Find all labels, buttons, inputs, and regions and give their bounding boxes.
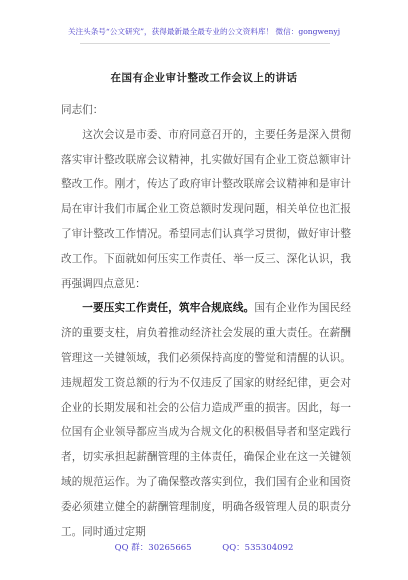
section-1-heading: 一要压实工作责任，筑牢合规底线。: [82, 302, 255, 315]
paragraph-section-1: [61, 296, 351, 544]
document-body: [61, 98, 351, 544]
header-divider: [80, 43, 330, 44]
footer: [0, 541, 408, 553]
paragraph-intro: 这次会议是市委、市府同意召开的，主要任务是深入贯彻落实审计整改联席会议精神，扎实做好国有企业工资总额审计整改工作。刚才，传达了政府审计整改联席会议精神和是审计局在审计我们市属企业工资总额时发现问题，相关单位也汇报了审计整改工作情况。希望同志们认真学习贯彻，做好审计整改工作。下面就如何压实工作责任、举一反三、深化认识，我再强调四点意见：: [61, 128, 351, 290]
header-banner: 关注头条号“公文研究”，获得最新最全最专业的公文资料库！ 微信：gongwenyj: [67, 27, 341, 36]
section-1-body: 国有企业作为国民经济的重要支柱，肩负着推动经济社会发展的重大责任。在薪酬管理这一关键领域，我们必须保持高度的警觉和清醒的认识。违规超发工资总额的行为不仅违反了国家的财经纪律，更会对企业的长期发展和社会的公信力造成严重的损害。因此，每一位国有企业领导都应当成为合规文化的积极倡导者和坚定践行者，切实承担起薪酬管理的主体责任，确保企业在这一关键领域的规范运作。为了确保整改落实到位，我们国有企业和国资委必须建立健全的薪酬管理制度，明确各级管理人员的职责分工。同时通过定期: [61, 302, 352, 538]
footer-qq: QQ：535304092: [222, 543, 294, 553]
footer-qq-group: QQ 群：30265665: [114, 543, 192, 553]
document-title: 在国有企业审计整改工作会议上的讲话: [110, 72, 298, 84]
greeting: 同志们：: [61, 104, 104, 116]
